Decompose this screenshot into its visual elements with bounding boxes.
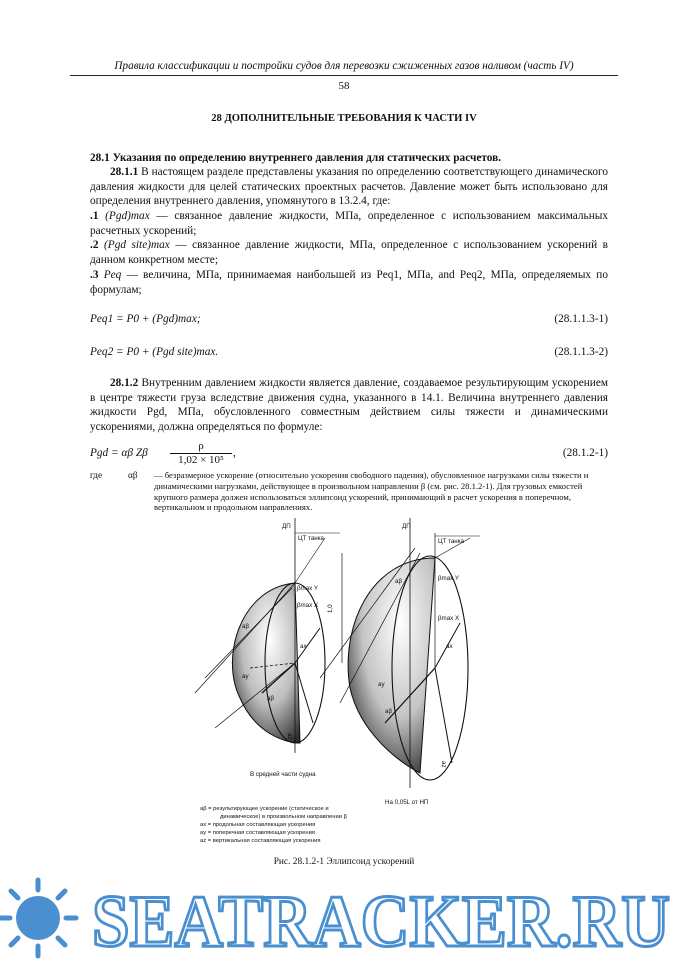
watermark-text: SEATRACKER.RU (92, 881, 670, 959)
equation-3-number: (28.1.2-1) (562, 447, 608, 459)
dp-left-label: ДП (282, 523, 291, 530)
left-ellipsoid (195, 518, 340, 753)
paragraph-text: В настоящем разделе представлены указания по определению соответствующего динамического давления жидкости для целей статических проектных расчетов. Давление может быть использовано для определения внутреннего давления, упомянутого в 13.2.4, где: (90, 166, 608, 207)
item-number: .1 (90, 210, 99, 222)
running-header: Правила классификации и постройки судов для перевозки сжиженных газов наливом (часть IV) (114, 60, 574, 72)
figure-legend (200, 806, 348, 844)
paragraph-number: 28.1.1 (110, 166, 139, 178)
item-text: — связанное давление жидкости, МПа, определенное с использованием максимальных расчетных ускорений; (90, 210, 608, 237)
paragraph-28-1-1 (90, 165, 608, 209)
header-rule (70, 75, 618, 76)
legend-line: динамическое) в произвольном направлении β (220, 814, 347, 820)
legend-line: ay = поперечная составляющая ускорения (200, 830, 315, 836)
item-1 (90, 209, 608, 238)
left-caption: В средней части судна (250, 771, 316, 778)
ct-right-label: ЦТ танка (438, 538, 464, 545)
a-beta-right: aβ (395, 578, 403, 585)
equation-2-text: Peq2 = P0 + (Pgd site)max. (90, 346, 219, 358)
equation-1-text: Peq1 = P0 + (Pgd)max; (90, 313, 201, 325)
az-left: az (286, 733, 293, 740)
a-beta-left-2: aβ (267, 695, 275, 702)
ax-left: ax (300, 643, 307, 650)
equation-3-left: Pgd = αβ Zβ (90, 447, 148, 459)
item-number: .2 (90, 239, 99, 251)
item-symbol: Peq (103, 269, 122, 281)
equation-3-numerator: ρ (170, 440, 232, 454)
beta-x-left: βmax X (297, 602, 319, 609)
paragraph-28-1-2 (90, 376, 608, 434)
acceleration-ellipsoid-figure (180, 518, 520, 848)
item-number: .3 (90, 269, 99, 281)
item-2 (90, 238, 608, 267)
where-symbol: αβ (128, 470, 138, 480)
legend-line: ax = продольная составляющая ускорения (200, 822, 316, 828)
beta-y-left: βmax Y (297, 585, 318, 592)
where-label: где (90, 470, 103, 480)
beta-x-right: βmax X (438, 615, 460, 622)
right-ellipsoid (320, 518, 480, 788)
a-beta-right-2: aβ (385, 708, 393, 715)
equation-3: Pgd = αβ Zβ $\frac{\rho}{\text{1,02 × 10⁵}}$ , (90, 440, 236, 466)
paragraph-text: Внутренним давлением жидкости является давление, создаваемое результирующим ускорением в центре тяжести груза вследствие движения судна, указанного в 14.1. Величина внутреннего давления жидкости Pgd, МПа, обусловленного совместным действием силы тяжести и динамическими ускорениями, должна определяться по формуле: (90, 377, 608, 433)
beta-y-right: βmax Y (438, 575, 459, 582)
equation-3-denominator: 1,02 × 10⁵ (178, 454, 224, 466)
legend-line: az = вертикальная составляющая ускорения (200, 838, 321, 844)
item-text: — связанное давление жидкости, МПа, определенное с использованием ускорений в данном конкретном месте; (90, 239, 608, 266)
equation-1 (90, 313, 608, 325)
watermark (0, 872, 678, 959)
ct-left-label: ЦТ танка (298, 535, 324, 542)
ay-left: ay (242, 673, 249, 680)
item-text: — величина, МПа, принимаемая наибольшей из Peq1, МПа, and Peq2, МПа, определяемых по формулам; (90, 269, 608, 296)
az-right: az (440, 761, 447, 768)
paragraph-number: 28.1.2 (110, 377, 139, 389)
equation-1-number: (28.1.1.3-1) (554, 313, 608, 325)
right-caption: На 0,05L от НП (385, 799, 429, 806)
equation-2 (90, 346, 608, 358)
where-definition: — безразмерное ускорение (относительно ускорения свободного падения), обусловленное нагрузками силы тяжести и динамическими нагрузками, действующее в произвольном направлении β (см. рис. 28.1.2-1). Для грузовых емкостей крупного размера должен использоваться эллипсоид ускорений, принимающий в расчет ускорения в поперечном, вертикальном и продольном направлениях. (154, 470, 589, 513)
a-beta-left: aβ (242, 623, 250, 630)
ax-right: ax (446, 643, 453, 650)
legend-line: aβ = результирующее ускорение (статическое и (200, 806, 329, 812)
ay-right: ay (378, 681, 385, 688)
dp-right-label: ДП (402, 523, 411, 530)
item-symbol: (Pgd)max (105, 210, 150, 222)
equation-2-number: (28.1.1.3-2) (554, 346, 608, 358)
subsection-heading: 28.1 Указания по определению внутреннего давления для статических расчетов. (90, 152, 502, 164)
page-number: 58 (338, 80, 350, 92)
figure-caption: Рис. 28.1.2-1 Эллипсоид ускорений (273, 857, 415, 867)
dimension-label: 1,0 (327, 604, 334, 613)
sun-logo-icon (0, 880, 76, 956)
item-3 (90, 268, 608, 297)
item-symbol: (Pgd site)max (104, 239, 170, 251)
section-title: 28 ДОПОЛНИТЕЛЬНЫЕ ТРЕБОВАНИЯ К ЧАСТИ IV (211, 113, 477, 124)
